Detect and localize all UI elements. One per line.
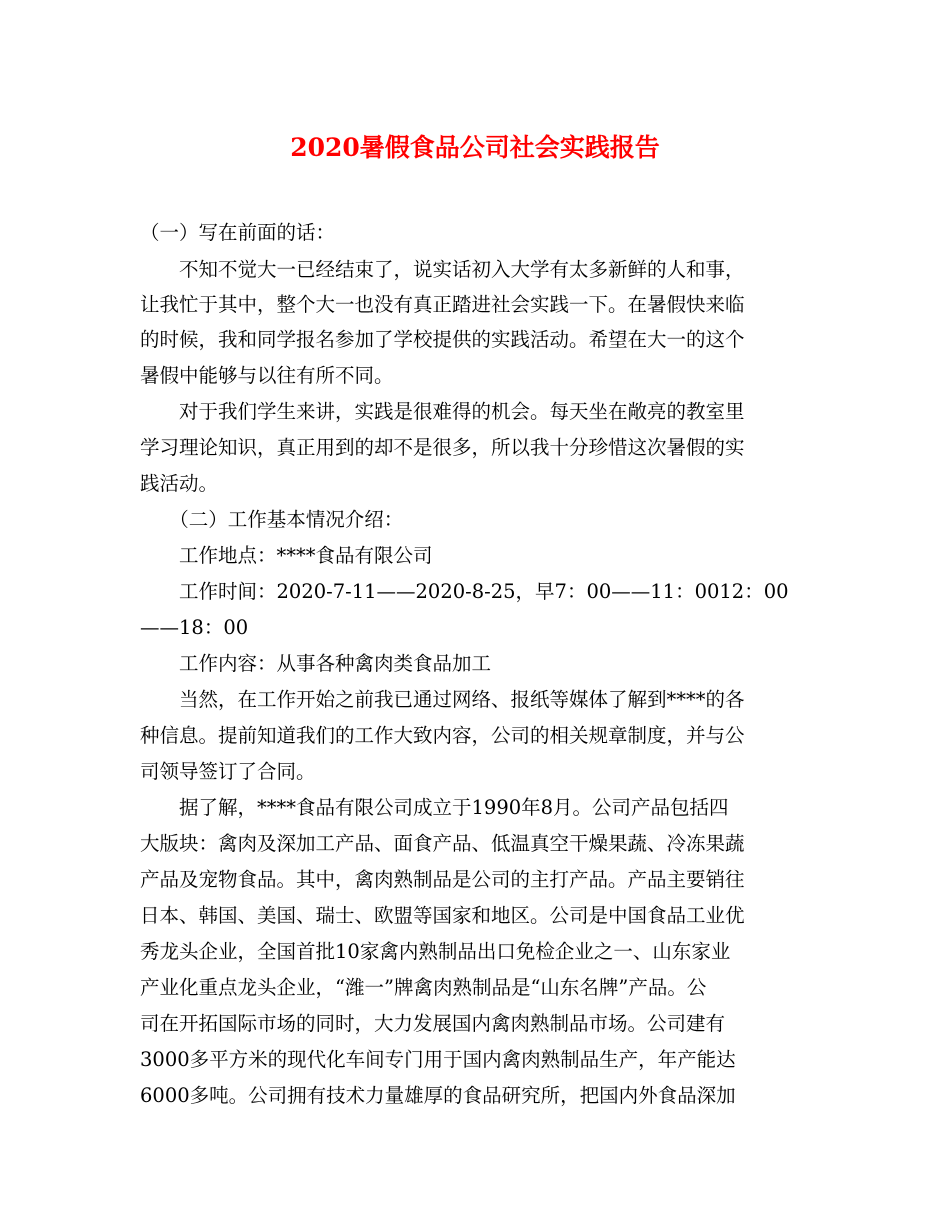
text-line: 司在开拓国际市场的同时，大力发展国内禽肉熟制品市场。公司建有: [140, 1012, 726, 1035]
text-line: 6000多吨。公司拥有技术力量雄厚的食品研究所，把国内外食品深加: [140, 1084, 736, 1107]
text-line: （二）工作基本情况介绍：: [140, 508, 404, 531]
text-line: 日本、韩国、美国、瑞士、欧盟等国家和地区。公司是中国食品工业优: [140, 904, 745, 927]
text-line: 暑假中能够与以往有所不同。: [140, 364, 394, 387]
text-line: 学习理论知识，真正用到的却不是很多，所以我十分珍惜这次暑假的实: [140, 436, 745, 459]
text-line: 种信息。提前知道我们的工作大致内容，公司的相关规章制度，并与公: [140, 724, 745, 747]
text-line: 让我忙于其中，整个大一也没有真正踏进社会实践一下。在暑假快来临: [140, 293, 745, 316]
text-line: 大版块：禽肉及深加工产品、面食产品、低温真空干燥果蔬、冷冻果蔬: [140, 832, 745, 855]
text-line: 产业化重点龙头企业，“潍一”牌禽肉熟制品是“山东名牌”产品。公: [140, 976, 707, 999]
text-line: 据了解，****食品有限公司成立于1990年8月。公司产品包括四: [140, 796, 729, 819]
document-title: 2020暑假食品公司社会实践报告: [290, 133, 660, 162]
text-line: 践活动。: [140, 472, 219, 495]
text-line: 秀龙头企业，全国首批10家禽内熟制品出口免检企业之一、山东家业: [140, 940, 731, 963]
text-line: 的时候，我和同学报名参加了学校提供的实践活动。希望在大一的这个: [140, 328, 745, 351]
text-line: 司领导签订了合同。: [140, 760, 316, 783]
text-line: 产品及宠物食品。其中，禽肉熟制品是公司的主打产品。产品主要销往: [140, 868, 745, 891]
text-line: 工作时间：2020-7-11——2020-8-25，早7：00——11：0012：00: [140, 580, 789, 603]
text-line: 不知不觉大一已经结束了，说实话初入大学有太多新鲜的人和事，: [140, 258, 745, 281]
text-line: ——18：00: [140, 616, 249, 639]
text-line: （一）写在前面的话：: [140, 221, 336, 244]
text-line: 对于我们学生来讲，实践是很难得的机会。每天坐在敞亮的教室里: [140, 400, 745, 423]
text-line: 3000多平方米的现代化车间专门用于国内禽肉熟制品生产，年产能达: [140, 1048, 736, 1071]
text-line: 工作内容：从事各种禽肉类食品加工: [140, 652, 492, 675]
text-line: 当然，在工作开始之前我已通过网络、报纸等媒体了解到****的各: [140, 688, 745, 711]
text-line: 工作地点：****食品有限公司: [140, 544, 433, 567]
